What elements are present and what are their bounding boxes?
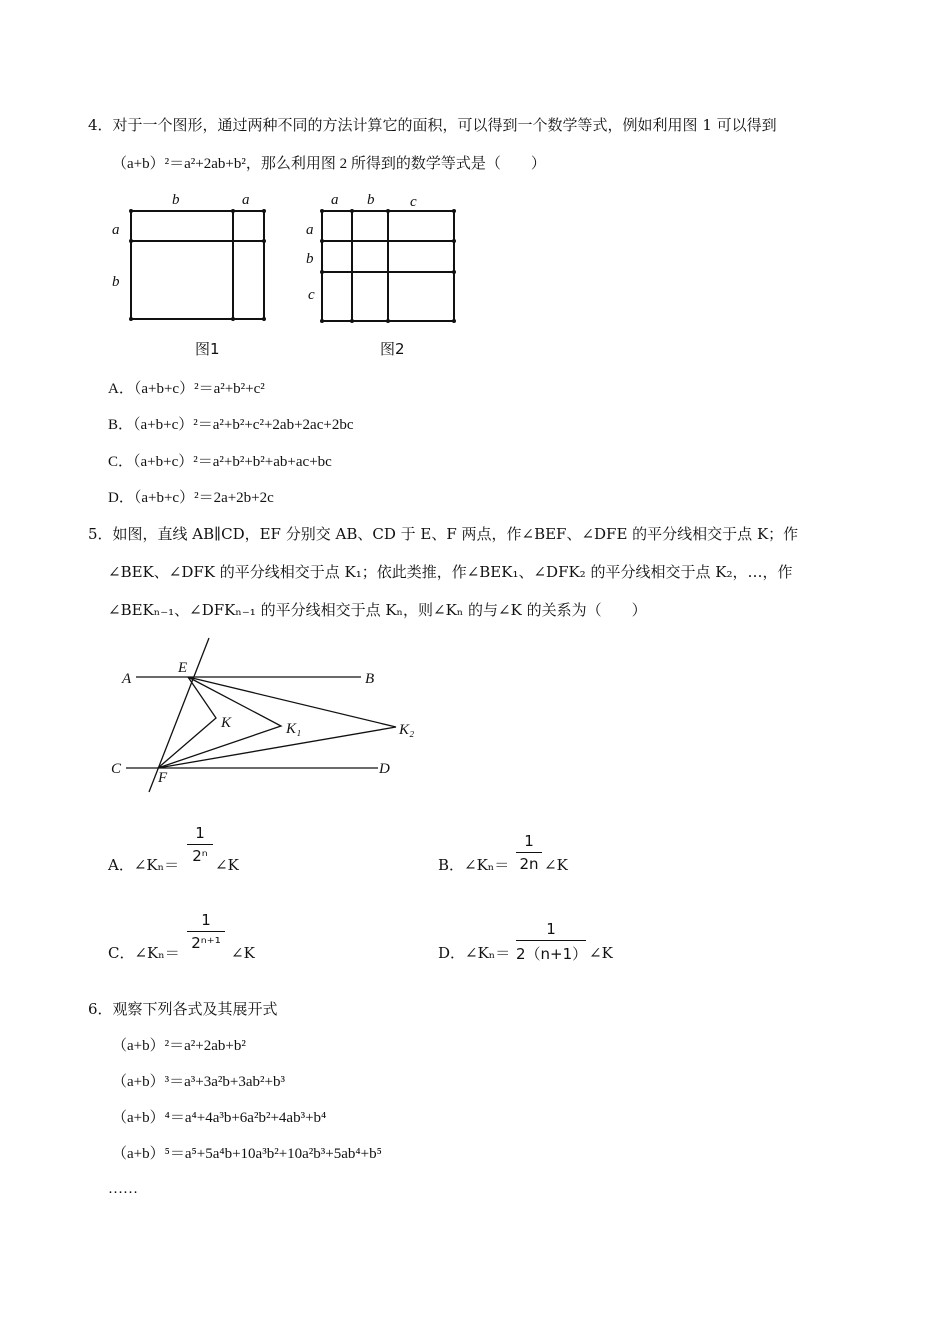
- q6-line-2: （a+b）³＝a³+3a²b+3ab²+b³: [112, 1074, 285, 1090]
- fig1-caption: 图1: [195, 340, 220, 358]
- label-F: F: [158, 770, 168, 786]
- label-K2: K₂: [399, 722, 415, 738]
- fig1-label-left-b: b: [112, 274, 120, 290]
- q5-figure: [100, 630, 440, 805]
- label-E: E: [178, 660, 188, 676]
- label-D: D: [379, 761, 390, 777]
- q5-option-b-prefix[interactable]: B．∠Kₙ＝: [438, 856, 510, 874]
- q5-option-a-fraction: [187, 824, 213, 865]
- q6-line-1: （a+b）²＝a²+2ab+b²: [112, 1038, 246, 1054]
- fig1-outer-rect: [131, 211, 264, 319]
- fig2-label-top-a: a: [331, 192, 339, 208]
- fig2-caption: 图2: [380, 340, 405, 358]
- label-K: K: [221, 715, 232, 731]
- q6-line-4: （a+b）⁵＝a⁵+5a⁴b+10a³b²+10a²b³+5ab⁴+b⁵: [112, 1146, 382, 1162]
- q5-option-d-suffix: ∠K: [589, 944, 613, 962]
- label-A: A: [122, 671, 132, 687]
- fraction-bar: [516, 852, 542, 853]
- fraction-bar: [187, 931, 225, 932]
- fraction-denominator: 2ⁿ⁺¹: [191, 934, 221, 952]
- q5-option-d-fraction: [516, 920, 586, 964]
- q5-stem-line2: ∠BEK、∠DFK 的平分线相交于点 K₁；依此类推，作∠BEK₁、∠DFK₂ 的平分线相交于点 K₂，…，作: [108, 563, 793, 581]
- fraction-bar: [516, 940, 586, 941]
- q4-option-c[interactable]: C．（a+b+c）²＝a²+b²+b²+ab+ac+bc: [108, 454, 332, 470]
- q6-title: 6．观察下列各式及其展开式: [88, 1000, 278, 1018]
- q5-option-a-suffix: ∠K: [215, 856, 239, 874]
- fig2-label-top-c: c: [410, 194, 417, 210]
- q5-option-c-fraction: [187, 911, 225, 952]
- label-K1: K₁: [286, 721, 302, 737]
- fig2-label-top-b: b: [367, 192, 375, 208]
- label-C: C: [111, 761, 122, 777]
- path-k2: [158, 677, 396, 768]
- fig2-label-left-a: a: [306, 222, 314, 238]
- q4-option-b[interactable]: B．（a+b+c）²＝a²+b²+c²+2ab+2ac+2bc: [108, 417, 354, 433]
- fig2-label-left-c: c: [308, 287, 315, 303]
- q4-stem-line2: （a+b）²＝a²+2ab+b²，那么利用图 2 所得到的数学等式是（ ）: [112, 156, 546, 172]
- fig2-label-left-b: b: [306, 251, 314, 267]
- fig1-label-top-a: a: [242, 192, 250, 208]
- q4-option-a[interactable]: A．（a+b+c）²＝a²+b²+c²: [108, 381, 265, 397]
- q5-option-b-suffix: ∠K: [544, 856, 568, 874]
- fraction-numerator: 1: [524, 832, 534, 850]
- fraction-denominator: 2n: [519, 855, 539, 873]
- q5-stem-line1: 5．如图，直线 AB∥CD，EF 分别交 AB、CD 于 E、F 两点，作∠BEF、∠DFE 的平分线相交于点 K；作: [88, 525, 799, 543]
- q4-stem-line1: 4．对于一个图形，通过两种不同的方法计算它的面积，可以得到一个数学等式，例如利用图 1 可以得到: [88, 116, 777, 134]
- fig1-label-left-a: a: [112, 222, 120, 238]
- path-k: [158, 677, 216, 768]
- q5-option-c-suffix: ∠K: [231, 944, 255, 962]
- q5-option-d-prefix[interactable]: D．∠Kₙ＝: [438, 944, 511, 962]
- q6-line-3: （a+b）⁴＝a⁴+4a³b+6a²b²+4ab³+b⁴: [112, 1110, 327, 1126]
- q5-option-c-prefix[interactable]: C．∠Kₙ＝: [108, 944, 180, 962]
- label-B: B: [365, 671, 375, 687]
- fraction-numerator: 1: [546, 920, 556, 938]
- q4-figures: [100, 185, 480, 370]
- fraction-numerator: 1: [195, 824, 205, 842]
- q5-option-a-prefix[interactable]: A．∠Kₙ＝: [108, 856, 180, 874]
- q4-option-d[interactable]: D．（a+b+c）²＝2a+2b+2c: [108, 490, 274, 506]
- fig1-label-top-b: b: [172, 192, 180, 208]
- fraction-denominator: 2（n+1）: [516, 945, 588, 963]
- q5-stem-line3: ∠BEKₙ₋₁、∠DFKₙ₋₁ 的平分线相交于点 Kₙ，则∠Kₙ 的与∠K 的关系为（ ）: [108, 601, 647, 619]
- fraction-bar: [187, 844, 213, 845]
- q6-ellipsis: ……: [108, 1181, 138, 1197]
- fraction-numerator: 1: [201, 911, 211, 929]
- fraction-denominator: 2ⁿ: [192, 847, 208, 865]
- q5-option-b-fraction: [516, 832, 542, 873]
